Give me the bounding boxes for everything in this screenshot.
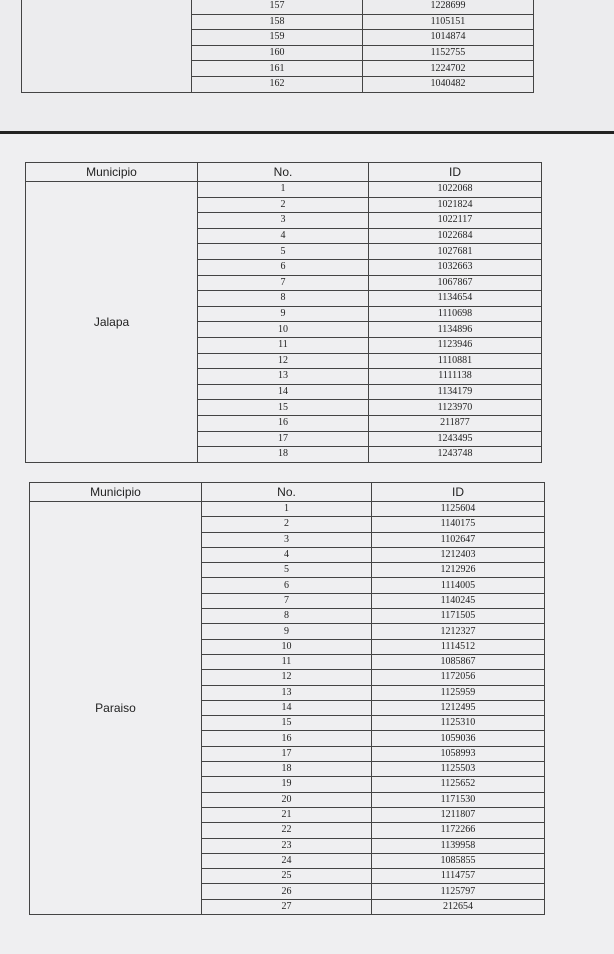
row-id: 1125604 — [372, 502, 545, 517]
row-number: 14 — [202, 700, 372, 715]
row-id: 1134896 — [369, 322, 542, 338]
row-number: 157 — [192, 0, 363, 14]
row-id: 1040482 — [363, 76, 534, 92]
row-number: 16 — [198, 415, 369, 431]
row-id: 1212495 — [372, 700, 545, 715]
row-number: 18 — [202, 762, 372, 777]
row-number: 26 — [202, 884, 372, 899]
jalapa-table — [25, 162, 542, 463]
blank-cell — [22, 14, 192, 30]
top-fragment-table — [21, 0, 534, 93]
row-number: 17 — [198, 431, 369, 447]
no-header: No. — [198, 163, 369, 182]
row-id: 1172266 — [372, 823, 545, 838]
row-number: 17 — [202, 746, 372, 761]
row-number: 8 — [198, 291, 369, 307]
row-number: 18 — [198, 447, 369, 463]
row-id: 1123946 — [369, 337, 542, 353]
row-id: 1110698 — [369, 306, 542, 322]
row-id: 1114512 — [372, 639, 545, 654]
row-number: 23 — [202, 838, 372, 853]
row-id: 1140175 — [372, 517, 545, 532]
row-id: 1125503 — [372, 762, 545, 777]
row-number: 162 — [192, 76, 363, 92]
id-header: ID — [369, 163, 542, 182]
row-number: 15 — [198, 400, 369, 416]
row-id: 1172056 — [372, 670, 545, 685]
row-id: 1014874 — [363, 30, 534, 46]
row-id: 1111138 — [369, 369, 542, 385]
row-id: 1067867 — [369, 275, 542, 291]
row-id: 1228699 — [363, 0, 534, 14]
row-id: 1022068 — [369, 182, 542, 198]
row-id: 1212327 — [372, 624, 545, 639]
row-number: 5 — [202, 563, 372, 578]
row-id: 1211807 — [372, 807, 545, 822]
row-id: 1212403 — [372, 547, 545, 562]
table-row — [22, 30, 534, 46]
row-number: 9 — [198, 306, 369, 322]
blank-cell — [22, 61, 192, 77]
row-number: 6 — [198, 259, 369, 275]
table-row — [26, 182, 542, 198]
row-number: 13 — [198, 369, 369, 385]
row-id: 1085867 — [372, 654, 545, 669]
row-number: 1 — [198, 182, 369, 198]
row-id: 1102647 — [372, 532, 545, 547]
row-number: 5 — [198, 244, 369, 260]
row-number: 7 — [198, 275, 369, 291]
row-id: 212654 — [372, 899, 545, 914]
table-header-row — [30, 483, 545, 502]
row-id: 1059036 — [372, 731, 545, 746]
blank-cell — [22, 0, 192, 14]
row-number: 3 — [198, 213, 369, 229]
row-id: 1110881 — [369, 353, 542, 369]
id-header: ID — [372, 483, 545, 502]
row-number: 22 — [202, 823, 372, 838]
table-row — [22, 0, 534, 14]
table-header-row — [26, 163, 542, 182]
paraiso-table — [29, 482, 545, 915]
row-id: 1224702 — [363, 61, 534, 77]
blank-cell — [22, 45, 192, 61]
row-id: 1022684 — [369, 228, 542, 244]
table-row — [30, 502, 545, 517]
table-row — [22, 14, 534, 30]
row-id: 1171530 — [372, 792, 545, 807]
row-number: 161 — [192, 61, 363, 77]
row-number: 25 — [202, 869, 372, 884]
row-id: 1134654 — [369, 291, 542, 307]
row-id: 1134179 — [369, 384, 542, 400]
row-number: 21 — [202, 807, 372, 822]
row-number: 8 — [202, 609, 372, 624]
table-row — [22, 76, 534, 92]
municipio-header: Municipio — [26, 163, 198, 182]
row-number: 159 — [192, 30, 363, 46]
row-number: 16 — [202, 731, 372, 746]
row-number: 158 — [192, 14, 363, 30]
row-number: 11 — [202, 654, 372, 669]
row-id: 1114757 — [372, 869, 545, 884]
row-id: 1022117 — [369, 213, 542, 229]
row-number: 19 — [202, 777, 372, 792]
row-id: 1125310 — [372, 716, 545, 731]
municipio-header: Municipio — [30, 483, 202, 502]
row-number: 24 — [202, 853, 372, 868]
municipio-name: Paraiso — [30, 502, 202, 915]
row-number: 12 — [202, 670, 372, 685]
row-number: 7 — [202, 593, 372, 608]
table-row — [22, 45, 534, 61]
row-id: 1114005 — [372, 578, 545, 593]
row-id: 1140245 — [372, 593, 545, 608]
row-id: 1125652 — [372, 777, 545, 792]
row-id: 1105151 — [363, 14, 534, 30]
table-row — [22, 61, 534, 77]
row-number: 15 — [202, 716, 372, 731]
blank-cell — [22, 30, 192, 46]
row-number: 10 — [202, 639, 372, 654]
row-number: 14 — [198, 384, 369, 400]
row-number: 2 — [202, 517, 372, 532]
row-number: 27 — [202, 899, 372, 914]
row-number: 4 — [202, 547, 372, 562]
row-number: 1 — [202, 502, 372, 517]
row-id: 1125797 — [372, 884, 545, 899]
row-number: 12 — [198, 353, 369, 369]
no-header: No. — [202, 483, 372, 502]
row-id: 1032663 — [369, 259, 542, 275]
row-number: 4 — [198, 228, 369, 244]
row-id: 1027681 — [369, 244, 542, 260]
row-id: 1152755 — [363, 45, 534, 61]
row-id: 1243748 — [369, 447, 542, 463]
row-number: 9 — [202, 624, 372, 639]
row-id: 211877 — [369, 415, 542, 431]
row-number: 13 — [202, 685, 372, 700]
row-number: 11 — [198, 337, 369, 353]
row-number: 20 — [202, 792, 372, 807]
row-number: 160 — [192, 45, 363, 61]
page-divider — [0, 131, 614, 134]
row-id: 1212926 — [372, 563, 545, 578]
row-id: 1021824 — [369, 197, 542, 213]
row-id: 1243495 — [369, 431, 542, 447]
row-number: 6 — [202, 578, 372, 593]
row-id: 1085855 — [372, 853, 545, 868]
row-id: 1139958 — [372, 838, 545, 853]
row-number: 3 — [202, 532, 372, 547]
row-id: 1058993 — [372, 746, 545, 761]
row-number: 2 — [198, 197, 369, 213]
row-id: 1125959 — [372, 685, 545, 700]
blank-cell — [22, 76, 192, 92]
municipio-name: Jalapa — [26, 182, 198, 463]
row-number: 10 — [198, 322, 369, 338]
row-id: 1123970 — [369, 400, 542, 416]
row-id: 1171505 — [372, 609, 545, 624]
